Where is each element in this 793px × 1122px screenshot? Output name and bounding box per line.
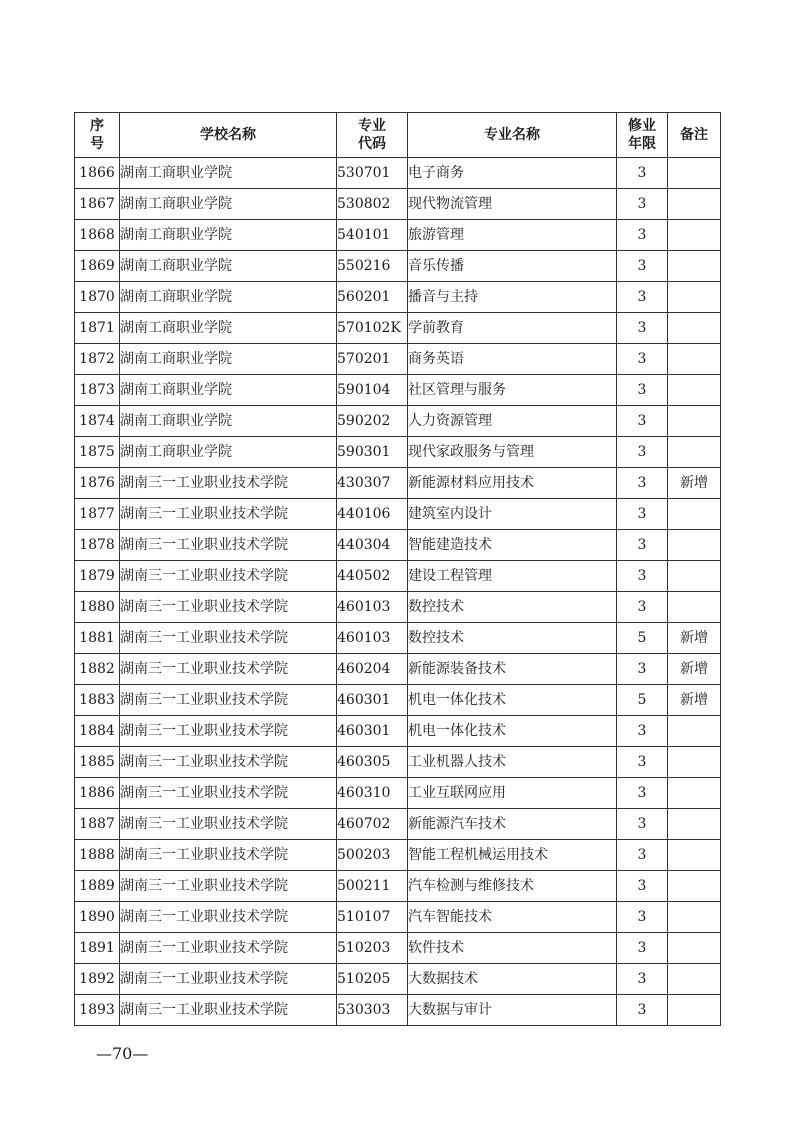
major-catalog-table — [74, 112, 721, 1026]
cell-years: 3 — [617, 406, 668, 437]
cell-note: 新增 — [668, 468, 721, 499]
table-row — [75, 685, 721, 716]
cell-major: 音乐传播 — [408, 251, 617, 282]
cell-code: 590104 — [337, 375, 408, 406]
cell-seq: 1879 — [75, 561, 120, 592]
cell-code: 540101 — [337, 220, 408, 251]
cell-school: 湖南三一工业职业技术学院 — [120, 685, 337, 716]
cell-school: 湖南工商职业学院 — [120, 189, 337, 220]
table-row — [75, 871, 721, 902]
cell-years: 3 — [617, 344, 668, 375]
cell-seq: 1884 — [75, 716, 120, 747]
cell-years: 3 — [617, 499, 668, 530]
cell-major: 建筑室内设计 — [408, 499, 617, 530]
cell-note — [668, 499, 721, 530]
cell-years: 3 — [617, 313, 668, 344]
cell-school: 湖南三一工业职业技术学院 — [120, 871, 337, 902]
table-row — [75, 468, 721, 499]
table-row — [75, 437, 721, 468]
table-row — [75, 530, 721, 561]
page-number: —70— — [96, 1044, 149, 1063]
cell-seq: 1869 — [75, 251, 120, 282]
cell-major: 智能工程机械运用技术 — [408, 840, 617, 871]
cell-note: 新增 — [668, 654, 721, 685]
cell-years: 3 — [617, 561, 668, 592]
cell-major: 数控技术 — [408, 592, 617, 623]
cell-seq: 1877 — [75, 499, 120, 530]
cell-seq: 1875 — [75, 437, 120, 468]
cell-code: 440304 — [337, 530, 408, 561]
cell-seq: 1870 — [75, 282, 120, 313]
cell-code: 440106 — [337, 499, 408, 530]
cell-note: 新增 — [668, 685, 721, 716]
cell-major: 软件技术 — [408, 933, 617, 964]
cell-major: 机电一体化技术 — [408, 716, 617, 747]
cell-note — [668, 561, 721, 592]
cell-school: 湖南工商职业学院 — [120, 282, 337, 313]
cell-code: 590202 — [337, 406, 408, 437]
cell-major: 大数据技术 — [408, 964, 617, 995]
cell-note — [668, 809, 721, 840]
cell-years: 3 — [617, 654, 668, 685]
cell-school: 湖南三一工业职业技术学院 — [120, 592, 337, 623]
cell-note — [668, 437, 721, 468]
cell-school: 湖南三一工业职业技术学院 — [120, 964, 337, 995]
table-row — [75, 716, 721, 747]
cell-note — [668, 747, 721, 778]
cell-major: 工业机器人技术 — [408, 747, 617, 778]
cell-school: 湖南三一工业职业技术学院 — [120, 840, 337, 871]
cell-code: 460301 — [337, 685, 408, 716]
cell-years: 3 — [617, 964, 668, 995]
cell-school: 湖南三一工业职业技术学院 — [120, 809, 337, 840]
table-header-row — [75, 113, 721, 158]
cell-years: 5 — [617, 685, 668, 716]
cell-code: 500203 — [337, 840, 408, 871]
cell-major: 工业互联网应用 — [408, 778, 617, 809]
cell-major: 旅游管理 — [408, 220, 617, 251]
cell-school: 湖南三一工业职业技术学院 — [120, 499, 337, 530]
cell-major: 机电一体化技术 — [408, 685, 617, 716]
cell-seq: 1886 — [75, 778, 120, 809]
cell-code: 440502 — [337, 561, 408, 592]
header-major: 专业名称 — [408, 113, 617, 158]
cell-note — [668, 995, 721, 1026]
cell-code: 550216 — [337, 251, 408, 282]
cell-note — [668, 406, 721, 437]
cell-years: 5 — [617, 623, 668, 654]
cell-seq: 1891 — [75, 933, 120, 964]
cell-school: 湖南工商职业学院 — [120, 437, 337, 468]
header-seq: 序 号 — [75, 113, 120, 158]
cell-seq: 1876 — [75, 468, 120, 499]
cell-years: 3 — [617, 840, 668, 871]
cell-school: 湖南工商职业学院 — [120, 344, 337, 375]
cell-major: 新能源装备技术 — [408, 654, 617, 685]
cell-seq: 1867 — [75, 189, 120, 220]
table-row — [75, 220, 721, 251]
table-row — [75, 158, 721, 189]
cell-note — [668, 592, 721, 623]
cell-seq: 1882 — [75, 654, 120, 685]
table-row — [75, 375, 721, 406]
cell-major: 建设工程管理 — [408, 561, 617, 592]
cell-code: 460310 — [337, 778, 408, 809]
header-note: 备注 — [668, 113, 721, 158]
table-row — [75, 654, 721, 685]
cell-years: 3 — [617, 530, 668, 561]
cell-seq: 1883 — [75, 685, 120, 716]
cell-seq: 1878 — [75, 530, 120, 561]
cell-seq: 1872 — [75, 344, 120, 375]
cell-years: 3 — [617, 282, 668, 313]
table-row — [75, 189, 721, 220]
table-row — [75, 933, 721, 964]
cell-school: 湖南工商职业学院 — [120, 220, 337, 251]
cell-seq: 1866 — [75, 158, 120, 189]
cell-years: 3 — [617, 220, 668, 251]
table-row — [75, 840, 721, 871]
cell-major: 现代物流管理 — [408, 189, 617, 220]
cell-note — [668, 189, 721, 220]
cell-code: 460301 — [337, 716, 408, 747]
table-row — [75, 902, 721, 933]
cell-seq: 1874 — [75, 406, 120, 437]
cell-note — [668, 840, 721, 871]
cell-years: 3 — [617, 158, 668, 189]
table-row — [75, 809, 721, 840]
cell-seq: 1892 — [75, 964, 120, 995]
cell-years: 3 — [617, 716, 668, 747]
cell-note — [668, 871, 721, 902]
cell-seq: 1868 — [75, 220, 120, 251]
cell-major: 汽车智能技术 — [408, 902, 617, 933]
header-code: 专业 代码 — [337, 113, 408, 158]
cell-seq: 1889 — [75, 871, 120, 902]
cell-major: 电子商务 — [408, 158, 617, 189]
cell-school: 湖南工商职业学院 — [120, 375, 337, 406]
cell-note — [668, 778, 721, 809]
cell-code: 590301 — [337, 437, 408, 468]
table-row — [75, 995, 721, 1026]
cell-code: 510205 — [337, 964, 408, 995]
cell-major: 汽车检测与维修技术 — [408, 871, 617, 902]
cell-school: 湖南三一工业职业技术学院 — [120, 468, 337, 499]
cell-years: 3 — [617, 437, 668, 468]
cell-seq: 1887 — [75, 809, 120, 840]
cell-years: 3 — [617, 902, 668, 933]
cell-school: 湖南三一工业职业技术学院 — [120, 530, 337, 561]
cell-seq: 1871 — [75, 313, 120, 344]
cell-code: 530701 — [337, 158, 408, 189]
cell-note — [668, 716, 721, 747]
cell-school: 湖南三一工业职业技术学院 — [120, 902, 337, 933]
cell-code: 560201 — [337, 282, 408, 313]
cell-code: 460204 — [337, 654, 408, 685]
table-row — [75, 561, 721, 592]
cell-school: 湖南工商职业学院 — [120, 313, 337, 344]
cell-code: 570102K — [337, 313, 408, 344]
cell-code: 460305 — [337, 747, 408, 778]
cell-years: 3 — [617, 468, 668, 499]
cell-school: 湖南三一工业职业技术学院 — [120, 933, 337, 964]
cell-note — [668, 933, 721, 964]
cell-major: 数控技术 — [408, 623, 617, 654]
cell-major: 新能源材料应用技术 — [408, 468, 617, 499]
table-row — [75, 964, 721, 995]
cell-note — [668, 220, 721, 251]
cell-note: 新增 — [668, 623, 721, 654]
cell-years: 3 — [617, 933, 668, 964]
cell-years: 3 — [617, 189, 668, 220]
table-row — [75, 406, 721, 437]
cell-school: 湖南三一工业职业技术学院 — [120, 623, 337, 654]
cell-seq: 1888 — [75, 840, 120, 871]
table-row — [75, 623, 721, 654]
cell-major: 商务英语 — [408, 344, 617, 375]
cell-years: 3 — [617, 747, 668, 778]
cell-seq: 1890 — [75, 902, 120, 933]
cell-note — [668, 530, 721, 561]
cell-years: 3 — [617, 995, 668, 1026]
cell-major: 社区管理与服务 — [408, 375, 617, 406]
cell-school: 湖南三一工业职业技术学院 — [120, 747, 337, 778]
cell-note — [668, 251, 721, 282]
table-row — [75, 747, 721, 778]
cell-code: 430307 — [337, 468, 408, 499]
cell-code: 510203 — [337, 933, 408, 964]
table-row — [75, 344, 721, 375]
cell-years: 3 — [617, 809, 668, 840]
cell-years: 3 — [617, 592, 668, 623]
cell-note — [668, 964, 721, 995]
cell-major: 智能建造技术 — [408, 530, 617, 561]
cell-seq: 1893 — [75, 995, 120, 1026]
header-school: 学校名称 — [120, 113, 337, 158]
cell-school: 湖南三一工业职业技术学院 — [120, 561, 337, 592]
cell-note — [668, 344, 721, 375]
cell-school: 湖南三一工业职业技术学院 — [120, 995, 337, 1026]
cell-code: 460103 — [337, 592, 408, 623]
cell-note — [668, 313, 721, 344]
cell-code: 500211 — [337, 871, 408, 902]
header-years: 修业 年限 — [617, 113, 668, 158]
cell-note — [668, 902, 721, 933]
cell-seq: 1873 — [75, 375, 120, 406]
cell-major: 人力资源管理 — [408, 406, 617, 437]
table-row — [75, 282, 721, 313]
cell-code: 570201 — [337, 344, 408, 375]
cell-major: 学前教育 — [408, 313, 617, 344]
cell-school: 湖南工商职业学院 — [120, 251, 337, 282]
cell-seq: 1885 — [75, 747, 120, 778]
cell-major: 新能源汽车技术 — [408, 809, 617, 840]
table-body — [75, 158, 721, 1026]
cell-code: 460702 — [337, 809, 408, 840]
cell-years: 3 — [617, 251, 668, 282]
cell-school: 湖南工商职业学院 — [120, 158, 337, 189]
cell-code: 530303 — [337, 995, 408, 1026]
table-row — [75, 499, 721, 530]
cell-school: 湖南三一工业职业技术学院 — [120, 778, 337, 809]
cell-code: 460103 — [337, 623, 408, 654]
cell-code: 510107 — [337, 902, 408, 933]
cell-note — [668, 375, 721, 406]
cell-note — [668, 282, 721, 313]
cell-years: 3 — [617, 375, 668, 406]
table-row — [75, 251, 721, 282]
table-row — [75, 313, 721, 344]
cell-code: 530802 — [337, 189, 408, 220]
cell-seq: 1880 — [75, 592, 120, 623]
cell-seq: 1881 — [75, 623, 120, 654]
cell-years: 3 — [617, 778, 668, 809]
cell-major: 现代家政服务与管理 — [408, 437, 617, 468]
cell-school: 湖南工商职业学院 — [120, 406, 337, 437]
cell-school: 湖南三一工业职业技术学院 — [120, 716, 337, 747]
cell-school: 湖南三一工业职业技术学院 — [120, 654, 337, 685]
cell-note — [668, 158, 721, 189]
table-row — [75, 592, 721, 623]
cell-major: 大数据与审计 — [408, 995, 617, 1026]
cell-major: 播音与主持 — [408, 282, 617, 313]
table-row — [75, 778, 721, 809]
cell-years: 3 — [617, 871, 668, 902]
